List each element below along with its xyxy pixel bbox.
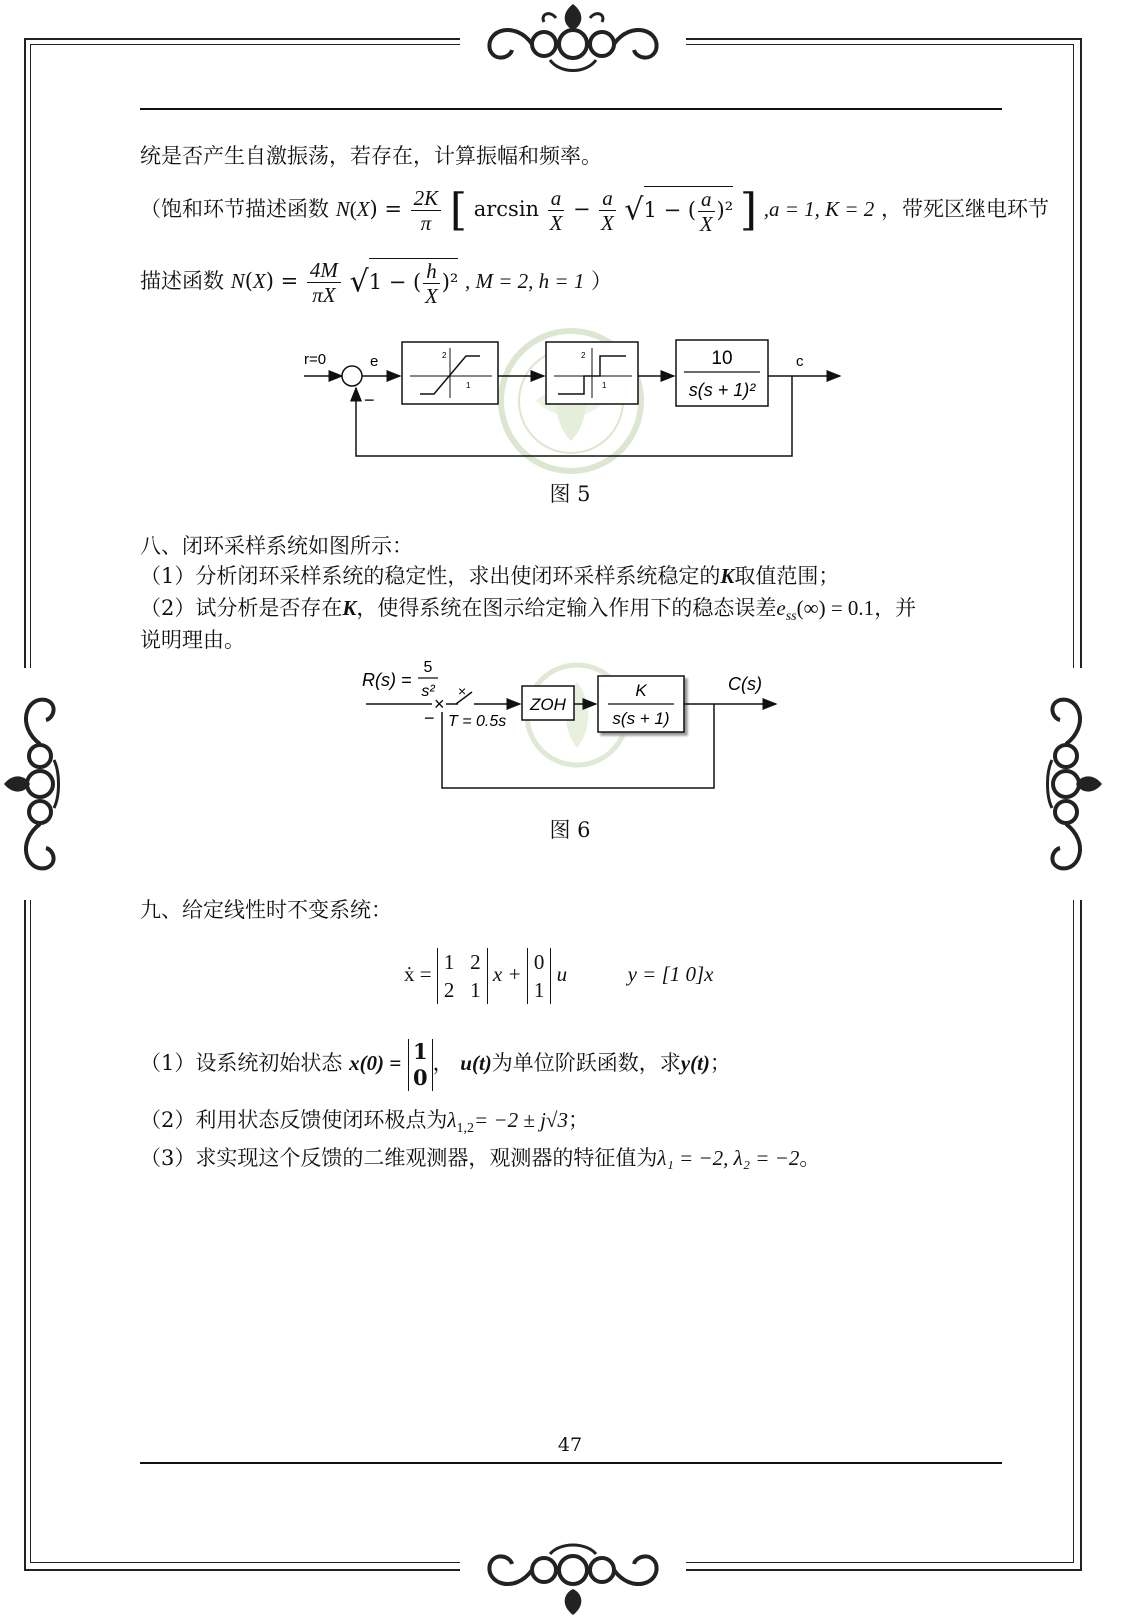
q9-b-matrix	[527, 948, 552, 1004]
q9-u-t: u(t)	[460, 1051, 492, 1075]
a21: 2	[443, 978, 455, 1003]
q9-part1-text-a: （1）设系统初始状态	[140, 1051, 343, 1075]
bottom-ornament	[460, 1540, 686, 1619]
q9-x-plus: x +	[492, 962, 522, 986]
fig5-summing-junction	[342, 366, 362, 386]
q9-u: u	[556, 962, 568, 986]
q9-output-equation: y = [1 0]x	[627, 962, 714, 986]
page-number: 47	[557, 1434, 583, 1456]
figure-5-caption: 图 5	[549, 482, 591, 506]
fig6-r-num: 5	[423, 659, 433, 676]
relay-params: , M = 2, h = 1	[465, 269, 585, 293]
q9-x0: x(0) =	[349, 1051, 402, 1075]
q8-part2-value: (∞) = 0.1	[796, 596, 875, 620]
fig6-sampler-x: ×	[458, 683, 467, 699]
fig6-summing-x: ×	[434, 694, 445, 714]
fig6-r-den: s²	[421, 683, 435, 700]
fig5-plant-den: s(s + 1)²	[688, 380, 756, 400]
figure-6-caption: 图 6	[549, 818, 591, 842]
fig6-zoh-label: ZOH	[530, 695, 566, 714]
sat-prefix: （饱和环节描述函数	[140, 197, 329, 221]
relay-prefix: ，带死区继电环节	[881, 197, 1049, 221]
fig6-t-label: T = 0.5s	[448, 713, 507, 730]
q9-part2-end: ；	[567, 1108, 589, 1132]
q8-part1-k: K	[720, 564, 735, 588]
q9-part2-value: = −2 ± j√3	[473, 1108, 568, 1132]
b1: 0	[533, 950, 545, 975]
fig6-k-den: s(s + 1)	[612, 709, 670, 728]
q9-part3-end: 。	[799, 1146, 821, 1170]
q9-title: 九、给定线性时不变系统：	[140, 898, 392, 922]
a11: 1	[443, 950, 455, 975]
q8-part2-e: e	[776, 596, 786, 620]
q9-x0-vector	[408, 1039, 433, 1091]
q9-part3-eigenvalues: λ₁ = −2, λ₂ = −2	[657, 1146, 800, 1170]
x0-2: 0	[412, 1064, 428, 1090]
q9-y-t: y(t)	[680, 1051, 710, 1075]
q9-state-equation	[404, 944, 714, 1004]
fig6-r-label: R(s) =	[362, 670, 412, 690]
a22: 1	[470, 978, 481, 1003]
q8-part2-text-a: （2）试分析是否存在	[140, 596, 343, 620]
figure-6-block-diagram	[356, 652, 786, 798]
q9-part2-sub: 1,2	[456, 1121, 474, 1137]
q9-state-eq-lhs: ẋ =	[404, 962, 432, 986]
q9-part2	[140, 1104, 589, 1145]
q9-part3	[140, 1142, 820, 1174]
fig6-c-label: C(s)	[728, 674, 762, 694]
fig5-r-label: r=0	[304, 351, 327, 368]
fig6-minus: −	[424, 708, 435, 728]
relay-df-line: 描述函数 N(X) = $\frac{4M}{\pi X}$ √1 − ( $\frac{h}{X}$ )² , M = 2, h = 1 ）	[140, 258, 613, 308]
fig5-relay-tick-y: 2	[581, 351, 586, 360]
q9-part2-text: （2）利用状态反馈使闭环极点为	[140, 1108, 448, 1132]
header-rule	[140, 108, 1002, 110]
q9-part1-end: ；	[709, 1051, 731, 1075]
q8-part2-text-b: ，使得系统在图示给定输入作用下的稳态误差	[356, 596, 777, 620]
q9-part2-lambda: λ	[447, 1108, 457, 1132]
q8-part2-k: K	[342, 596, 357, 620]
x0-1: 1	[412, 1038, 428, 1064]
right-ornament	[1046, 668, 1106, 900]
footer-rule	[140, 1462, 1002, 1464]
q9-a-matrix	[437, 948, 488, 1004]
fig5-sat-tick-x: 1	[466, 381, 471, 390]
q8-title: 八、闭环采样系统如图所示：	[140, 534, 413, 558]
fig5-minus: −	[364, 390, 375, 410]
q8-part1	[140, 560, 839, 592]
q9-part1-text-b: 为单位阶跃函数，求	[491, 1051, 681, 1075]
fig5-e-label: e	[370, 353, 379, 370]
saturation-df-line: （饱和环节描述函数 N(X) = $\frac{2K}{\pi}$ [ arcsin $\frac{a}{X}$ − $\frac{a}{X}$ √1 − ( $\frac{a}{X}$ )² ] ,a = 1, K = 2 ，带死区继电环节	[140, 184, 1049, 236]
q8-part2-cont: 说明理由。	[140, 628, 245, 652]
q8-part1-text-a: （1）分析闭环采样系统的稳定性，求出使闭环采样系统稳定的	[140, 564, 721, 588]
b2: 1	[533, 978, 545, 1003]
left-ornament	[0, 668, 60, 900]
figure-5-block-diagram	[300, 336, 850, 466]
relay-line-prefix: 描述函数	[140, 269, 224, 293]
intro-line: 统是否产生自激振荡，若存在，计算振幅和频率。	[140, 144, 602, 168]
a12: 2	[470, 950, 481, 975]
fig5-relay-tick-x: 1	[602, 381, 607, 390]
q9-part3-text: （3）求实现这个反馈的二维观测器，观测器的特征值为	[140, 1146, 658, 1170]
relay-close: ）	[591, 269, 613, 293]
fig5-sat-tick-y: 2	[442, 351, 447, 360]
q9-part1: （1）设系统初始状态 x(0) = 1 0， u(t)为单位阶跃函数，求y(t)；	[140, 1038, 731, 1090]
fig5-plant-num: 10	[711, 348, 733, 369]
fig5-c-label: c	[796, 353, 804, 370]
q8-part2-text-d: ，并	[874, 596, 917, 620]
fig6-k-num: K	[635, 681, 647, 700]
sat-params: ,a = 1, K = 2	[763, 197, 875, 221]
q8-part2	[140, 592, 916, 633]
q8-part1-text-b: 取值范围；	[734, 564, 840, 588]
top-ornament	[460, 0, 686, 80]
q8-part2-sub: ss	[785, 609, 797, 625]
